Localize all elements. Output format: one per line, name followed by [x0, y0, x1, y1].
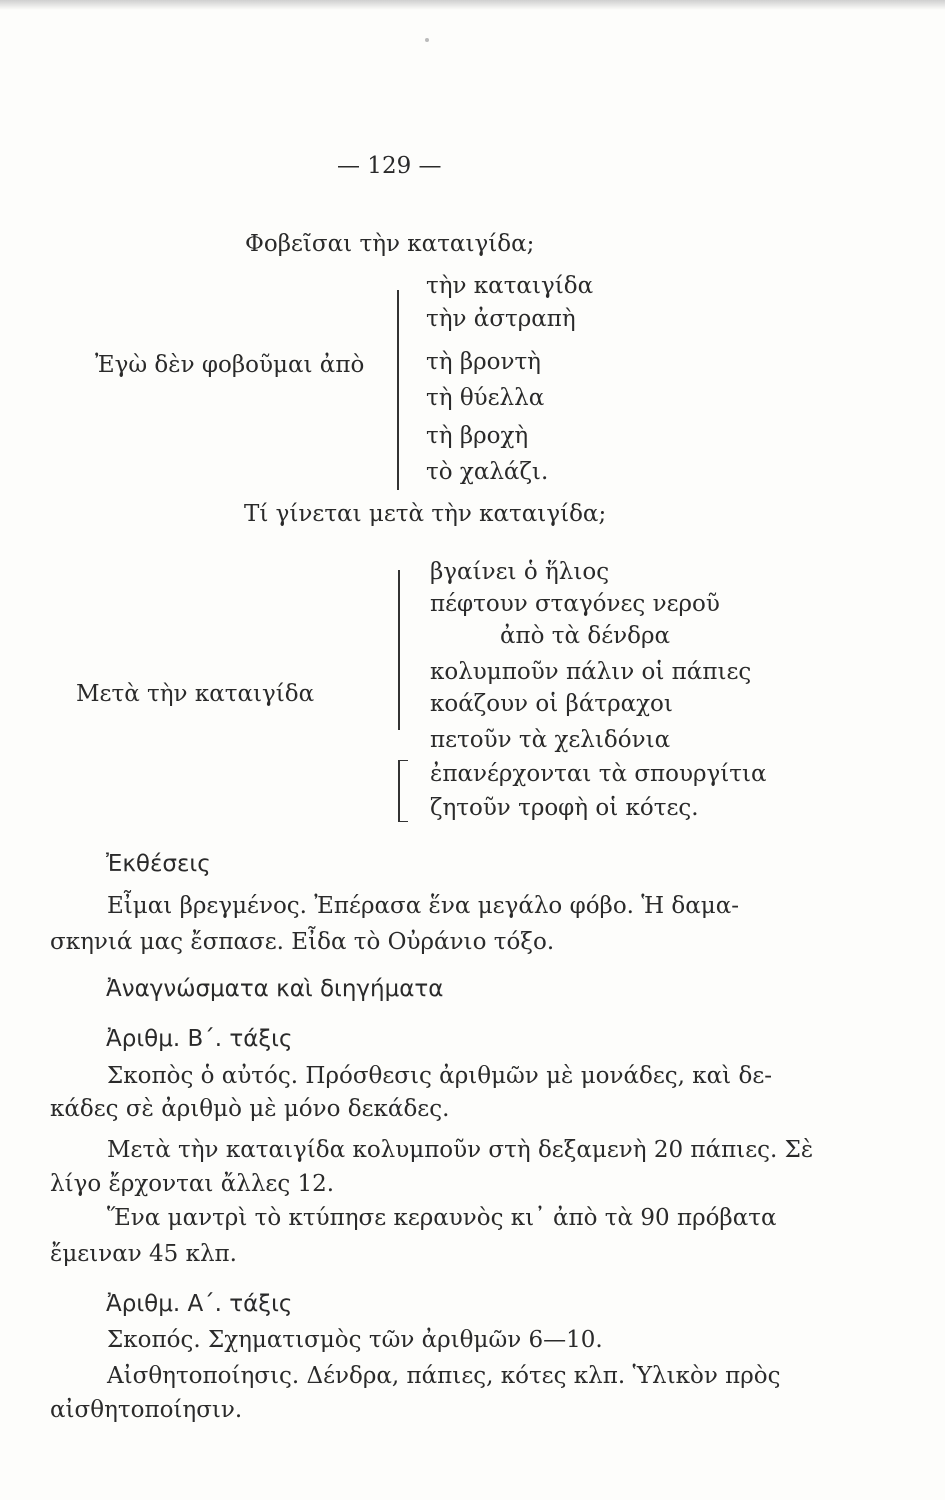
after-item: ζητοῦν τροφὴ οἱ κότες. [430, 795, 699, 821]
speck [425, 38, 429, 42]
after-item: ἐπανέρχονται τὰ σπουργίτια [430, 761, 767, 787]
brace-after [398, 570, 400, 730]
fear-item: τὴν καταιγίδα [426, 273, 594, 299]
after-item: βγαίνει ὁ ἥλιος [430, 559, 610, 585]
arith-b-line: λίγο ἔρχονται ἄλλες 12. [50, 1171, 335, 1197]
arith-b-line: Μετὰ τὴν καταιγίδα κολυμποῦν στὴ δεξαμενὴ 20 πάπιες. Σὲ [107, 1137, 814, 1163]
arith-b-line: Ἕνα μαντρὶ τὸ κτύπησε κεραυνὸς κι᾿ ἀπὸ τὰ 90 πρόβατα [107, 1205, 777, 1231]
arith-b-line: κάδες σὲ ἀριθμὸ μὲ μόνο δεκάδες. [50, 1096, 450, 1122]
arith-b-heading: Ἀριθμ. Β΄. τάξις [106, 1026, 293, 1052]
fear-item: τὴ θύελλα [426, 385, 545, 411]
arith-b-line: Σκοπὸς ὁ αὐτός. Πρόσθεσις ἀριθμῶν μὲ μονάδες, καὶ δε- [107, 1063, 773, 1089]
after-item: κοάζουν οἱ βάτραχοι [430, 691, 673, 717]
after-item: ἀπὸ τὰ δένδρα [500, 623, 671, 649]
brace-fear [397, 290, 399, 490]
fear-item: τὴν ἀστραπὴ [426, 306, 576, 332]
fear-item: τὴ βροχὴ [426, 423, 529, 449]
ekthesis-heading: Ἐκθέσεις [106, 851, 211, 877]
page-number: — 129 — [337, 153, 442, 179]
page-top-edge [0, 0, 945, 10]
ekthesis-line: σκηνιά μας ἔσπασε. Εἶδα τὸ Οὐράνιο τόξο. [50, 929, 555, 955]
after-intro: Μετὰ τὴν καταιγίδα [76, 681, 315, 707]
question-after: Τί γίνεται μετὰ τὴν καταιγίδα; [244, 501, 607, 527]
arith-b-line: ἔμειναν 45 κλπ. [50, 1241, 237, 1267]
bracket-after [398, 760, 408, 822]
after-item: κολυμποῦν πάλιν οἱ πάπιες [430, 659, 752, 685]
question-fear: Φοβεῖσαι τὴν καταιγίδα; [245, 231, 535, 257]
fear-intro: Ἐγὼ δὲν φοβοῦμαι ἀπὸ [95, 352, 365, 378]
arith-a-line: Αἰσθητοποίησις. Δένδρα, πάπιες, κότες κλπ. Ὑλικὸν πρὸς [107, 1363, 781, 1389]
readings-heading: Ἀναγνώσματα καὶ διηγήματα [106, 976, 444, 1002]
fear-item: τὸ χαλάζι. [426, 459, 549, 485]
ekthesis-line: Εἶμαι βρεγμένος. Ἐπέρασα ἕνα μεγάλο φόβο. Ἡ δαμα- [107, 893, 740, 919]
arith-a-line: Σκοπός. Σχηματισμὸς τῶν ἀριθμῶν 6—10. [107, 1327, 603, 1353]
arith-a-line: αἰσθητοποίησιν. [50, 1397, 243, 1423]
after-item: πέφτουν σταγόνες νεροῦ [430, 591, 720, 617]
after-item: πετοῦν τὰ χελιδόνια [430, 727, 671, 753]
arith-a-heading: Ἀριθμ. Α΄. τάξις [106, 1291, 293, 1317]
fear-item: τὴ βροντὴ [426, 349, 541, 375]
